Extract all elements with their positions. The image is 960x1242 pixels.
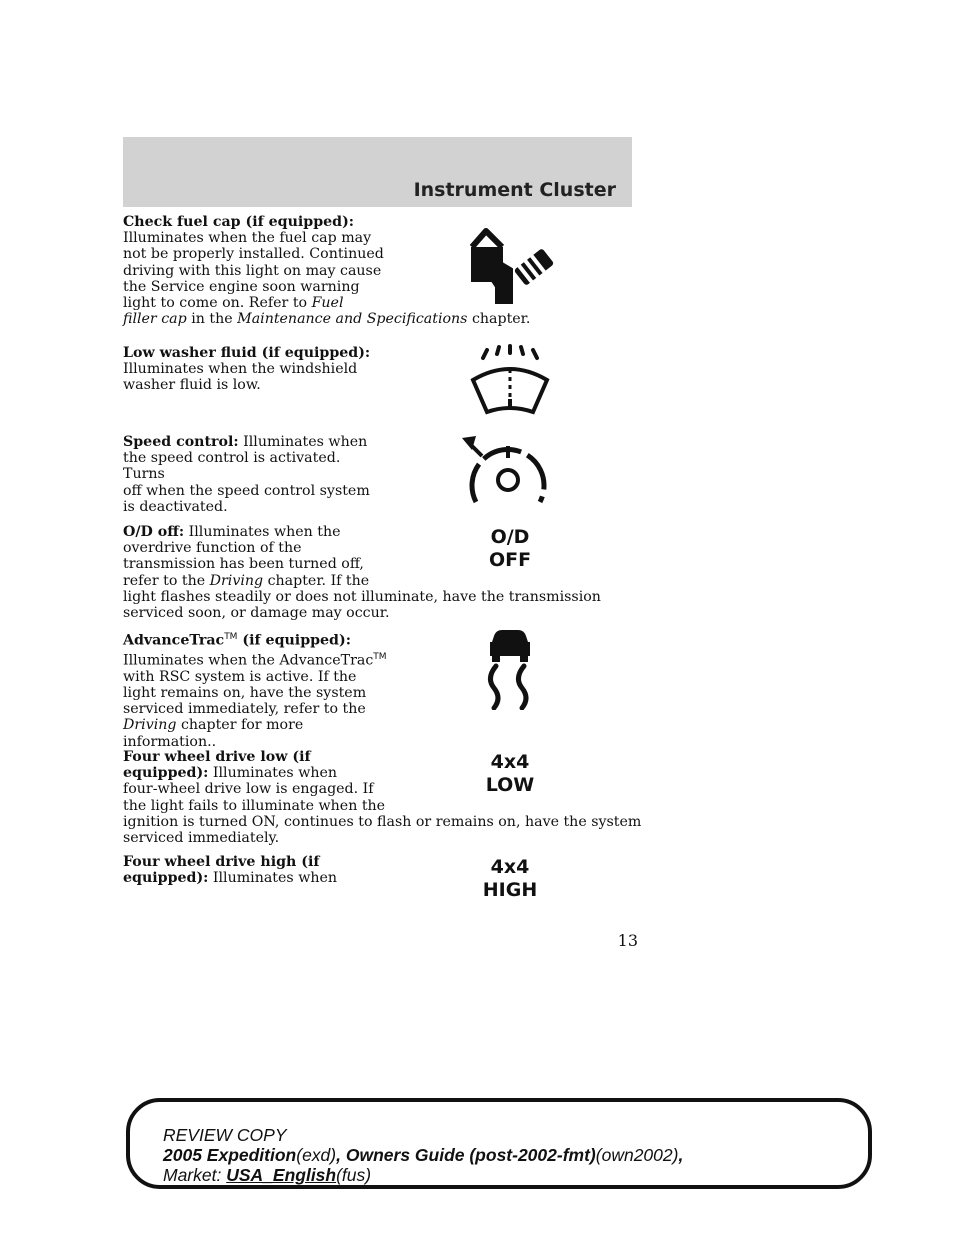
washer-fluid-icon xyxy=(467,344,553,416)
indicator-text: O/D xyxy=(490,526,530,548)
entry-text: ignition is turned ON, continues to flash or remains on, have the system xyxy=(123,813,642,830)
cross-reference: filler cap xyxy=(123,311,187,328)
entry-text: Illuminates when xyxy=(208,765,338,782)
entry-text: off when the speed control system xyxy=(123,482,370,499)
trademark-symbol: TM xyxy=(224,632,238,642)
od-off-indicator xyxy=(470,526,550,572)
entry-text: serviced immediately, refer to the xyxy=(123,701,366,718)
entry-text: Illuminates when the windshield xyxy=(123,361,358,378)
four-by-four-low-indicator xyxy=(470,751,550,797)
entry-text: Illuminates when xyxy=(238,434,368,450)
entry-label: Four wheel drive high (if xyxy=(123,854,320,870)
vehicle-model: 2005 Expedition xyxy=(163,1145,297,1165)
four-by-four-high-indicator xyxy=(470,856,550,902)
entry-label: Low washer fluid (if equipped): xyxy=(123,345,371,361)
entry-text: Illuminates when the AdvanceTrac xyxy=(123,652,374,669)
entry-text: in the xyxy=(186,311,238,328)
chapter-reference: Driving xyxy=(209,572,264,589)
entry-text: light flashes steadily or does not illuminate, have the transmission xyxy=(123,588,601,605)
market-code: (fus) xyxy=(336,1165,372,1185)
entry-text: the speed control is activated. Turns xyxy=(123,450,341,483)
page-number: 13 xyxy=(617,931,638,950)
entry-speed-control xyxy=(123,434,385,515)
entry-text: is deactivated. xyxy=(123,498,228,515)
review-copy-label: REVIEW COPY xyxy=(163,1125,287,1145)
market-label: Market: xyxy=(163,1165,227,1185)
entry-label: Speed control: xyxy=(123,434,239,450)
chapter-reference: Driving xyxy=(123,717,177,734)
entry-text: overdrive function of the xyxy=(123,540,302,557)
guide-name: Owners Guide (post-2002-fmt) xyxy=(345,1145,596,1165)
entry-advancetrac xyxy=(123,629,385,750)
entry-text: information.. xyxy=(123,733,217,750)
indicator-text: 4x4 xyxy=(490,751,530,773)
section-header-band xyxy=(123,137,632,207)
entry-text: chapter. xyxy=(467,311,531,328)
entry-label: AdvanceTrac xyxy=(123,632,225,649)
vehicle-model-code: (exd) xyxy=(296,1145,337,1165)
entry-text: light remains on, have the system xyxy=(123,685,367,702)
chapter-reference: Maintenance and Specifications xyxy=(237,311,468,328)
entry-text: refer to the xyxy=(123,572,210,589)
entry-text: with RSC system is active. If the xyxy=(123,668,357,685)
entry-text: Illuminates when the fuel cap may xyxy=(123,230,372,247)
entry-text: Illuminates when xyxy=(208,870,338,887)
review-copy-document-line xyxy=(163,1145,683,1165)
advancetrac-skid-icon xyxy=(482,628,538,710)
speed-control-icon xyxy=(458,432,550,510)
entry-text: chapter. If the xyxy=(263,572,370,589)
entry-text: the Service engine soon warning xyxy=(123,278,360,295)
entry-text: not be properly installed. Continued xyxy=(123,246,384,263)
market-value: USA_English xyxy=(226,1165,337,1185)
entry-label: Check fuel cap (if equipped): xyxy=(123,214,355,230)
entry-text: light to come on. Refer to xyxy=(123,295,312,312)
entry-label: O/D off: xyxy=(123,524,185,540)
entry-text: washer fluid is low. xyxy=(123,377,261,394)
entry-text: chapter for more xyxy=(176,717,304,734)
entry-od-off xyxy=(123,524,638,621)
entry-text: driving with this light on may cause xyxy=(123,262,382,279)
entry-text: the light fails to illuminate when the xyxy=(123,797,386,814)
entry-four-wheel-drive-low xyxy=(123,749,642,847)
entry-label: (if equipped): xyxy=(237,632,351,649)
indicator-text: HIGH xyxy=(482,879,538,901)
trademark-symbol: TM xyxy=(373,651,387,662)
indicator-text: 4x4 xyxy=(490,856,530,878)
entry-low-washer-fluid xyxy=(123,345,385,394)
indicator-text: OFF xyxy=(488,549,532,571)
entry-text: four-wheel drive low is engaged. If xyxy=(123,781,374,798)
entry-label: equipped): xyxy=(123,765,209,782)
indicator-text: LOW xyxy=(485,774,535,796)
entry-label: Four wheel drive low (if xyxy=(123,749,311,765)
section-title: Instrument Cluster xyxy=(413,179,616,201)
entry-text: serviced immediately. xyxy=(123,830,280,847)
entry-four-wheel-drive-high xyxy=(123,854,385,886)
review-copy-market-line xyxy=(163,1165,371,1185)
separator: , xyxy=(678,1145,684,1165)
entry-text: Illuminates when the xyxy=(184,524,341,540)
fuel-cap-icon xyxy=(466,227,561,307)
entry-text: serviced soon, or damage may occur. xyxy=(123,605,390,622)
entry-label: equipped): xyxy=(123,870,209,887)
cross-reference: Fuel xyxy=(311,295,344,312)
entry-text: transmission has been turned off, xyxy=(123,556,364,573)
separator: , xyxy=(336,1145,346,1165)
guide-code: (own2002) xyxy=(595,1145,679,1165)
